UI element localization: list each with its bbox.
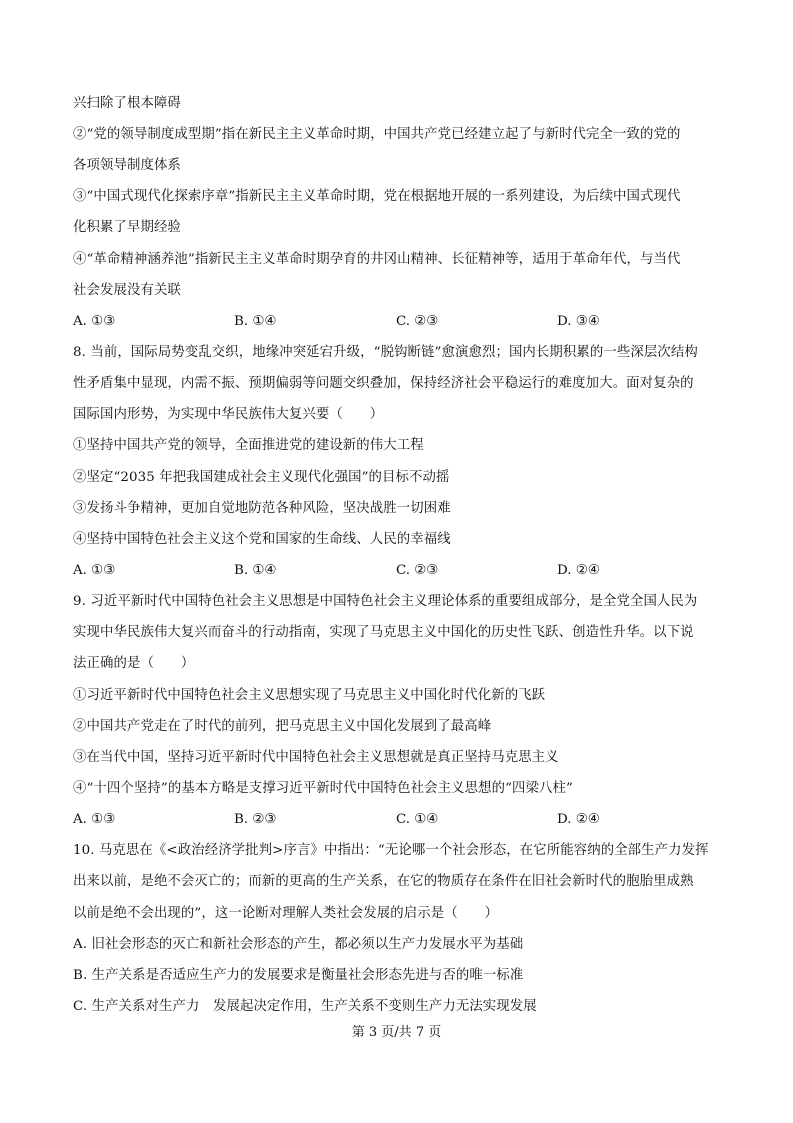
text-line: 国际国内形势，为实现中华民族伟大复兴要（ ） [73,407,384,422]
q7-option-a[interactable]: A. ①③ [73,314,116,329]
text-line: 兴扫除了根本障碍 [73,96,181,111]
text-line: 以前是绝不会出现的”，这一论断对理解人类社会发展的启示是（ ） [73,906,499,921]
q9-statement-1: ①习近平新时代中国特色社会主义思想实现了马克思主义中国化时代化新的飞跃 [73,688,546,703]
q9-statement-2: ②中国共产党走在了时代的前列，把马克思主义中国化发展到了最高峰 [73,719,492,734]
text-line: 实现中华民族伟大复兴而奋斗的行动指南，实现了马克思主义中国化的历史性飞跃、创造性升华。以下说 [73,625,694,640]
q10-stem: 10. 马克思在《<政治经济学批判>序言》中指出：“无论哪一个社会形态，在它所能容纳的全部生产力发挥 [73,843,709,858]
text-line: 社会发展没有关联 [73,283,181,298]
q9-option-a[interactable]: A. ①③ [73,812,116,827]
q7-statement-3: ③“中国式现代化探索序章”指新民主主义革命时期，党在根据地开展的一系列建设，为后续中国式现代 [73,189,681,204]
q9-statement-4: ④“十四个坚持”的基本方略是支撑习近平新时代中国特色社会主义思想的“四梁八柱” [73,781,573,796]
text-line: 出来以前，是绝不会灭亡的；而新的更高的生产关系，在它的物质存在条件在旧社会新时代的胞胎里成熟 [73,874,694,889]
text-line: 性矛盾集中显现，内需不振、预期偏弱等问题交织叠加，保持经济社会平稳运行的难度加大。面对复杂的 [73,376,694,391]
q7-option-b[interactable]: B. ①④ [234,314,277,329]
q7-statement-4: ④“革命精神涵养池”指新民主主义革命时期孕育的井冈山精神、长征精神等，适用于革命年代，与当代 [73,252,681,267]
text-line: 法正确的是（ ） [73,656,195,671]
q8-option-c[interactable]: C. ②③ [396,563,439,578]
text-line: 化积累了早期经验 [73,220,181,235]
q8-statement-2: ②坚定“2035 年把我国建成社会主义现代化强国”的目标不动摇 [73,470,450,485]
q8-stem: 8. 当前，国际局势变乱交织，地缘冲突延宕升级，“脱钩断链”愈演愈烈；国内长期积累的一些深层次结构 [73,345,698,360]
q8-statement-4: ④坚持中国特色社会主义这个党和国家的生命线、人民的幸福线 [73,532,451,547]
q9-statement-3: ③在当代中国，坚持习近平新时代中国特色社会主义思想就是真正坚持马克思主义 [73,750,559,765]
q8-statement-1: ①坚持中国共产党的领导，全面推进党的建设新的伟大工程 [73,438,424,453]
q8-statement-3: ③发扬斗争精神，更加自觉地防范各种风险，坚决战胜一切困难 [73,501,451,516]
q9-option-b[interactable]: B. ②③ [234,812,277,827]
q9-option-c[interactable]: C. ①④ [396,812,439,827]
q10-option-a[interactable]: A. 旧社会形态的灭亡和新社会形态的产生，都必须以生产力发展水平为基础 [73,937,524,952]
q8-option-b[interactable]: B. ①④ [234,563,277,578]
q9-option-d[interactable]: D. ②④ [557,812,600,827]
q8-option-a[interactable]: A. ①③ [73,563,116,578]
q10-option-b[interactable]: B. 生产关系是否适应生产力的发展要求是衡量社会形态先进与否的唯一标准 [73,968,524,983]
page-footer: 第 3 页/共 7 页 [351,1025,442,1040]
q10-option-c[interactable]: C. 生产关系对生产力 发展起决定作用，生产关系不变则生产力无法实现发展 [73,999,537,1014]
q8-option-d[interactable]: D. ②④ [557,563,600,578]
q7-statement-2: ②“党的领导制度成型期”指在新民主主义革命时期，中国共产党已经建立起了与新时代完全一致的党的 [73,127,681,142]
text-line: 各项领导制度体系 [73,158,181,173]
q7-option-c[interactable]: C. ②③ [396,314,439,329]
q7-option-d[interactable]: D. ③④ [557,314,600,329]
q9-stem: 9. 习近平新时代中国特色社会主义思想是中国特色社会主义理论体系的重要组成部分，是全党全国人民为 [73,594,698,609]
